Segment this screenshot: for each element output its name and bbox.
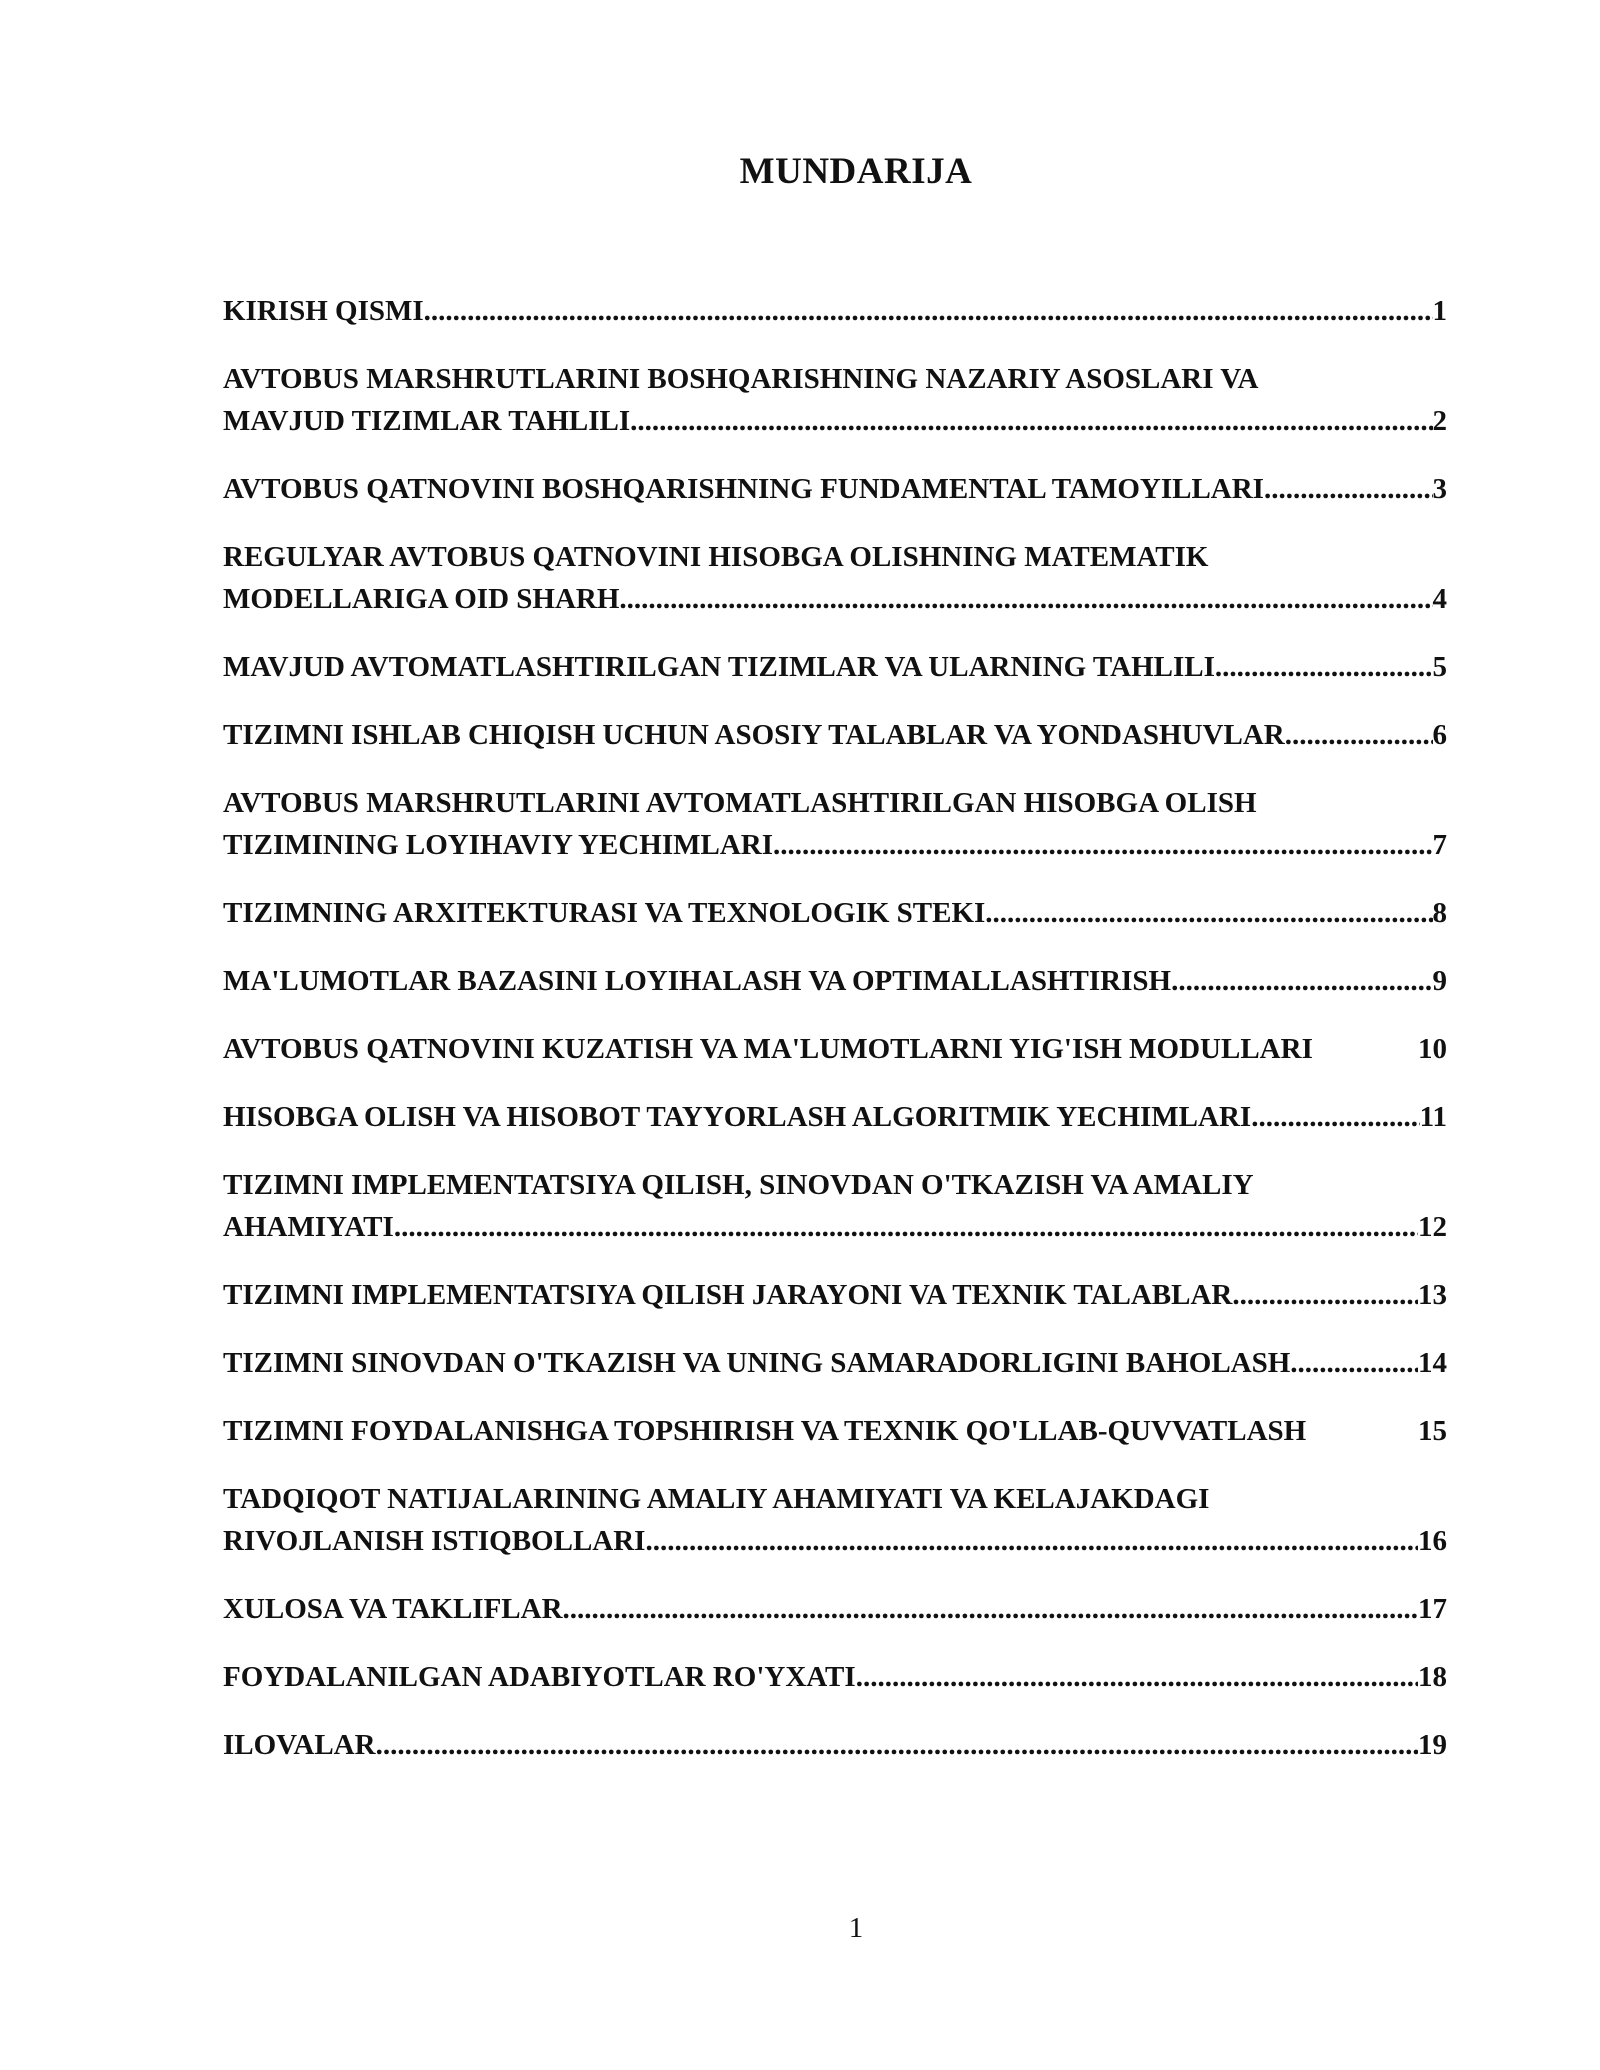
toc-entry-page-number: 7 (1432, 829, 1447, 861)
toc-entry[interactable] (223, 1410, 1447, 1452)
toc-entry-line (223, 646, 1447, 688)
toc-entry-title-line1: TADQIQOT NATIJALARINING AMALIY AHAMIYATI VA KELAJAKDAGI (223, 1483, 1210, 1515)
dot-leader (1264, 468, 1433, 510)
toc-entry-page-number: 14 (1418, 1347, 1447, 1379)
toc-entry-line (223, 1206, 1447, 1248)
dot-leader (773, 824, 1432, 866)
toc-entry-line (223, 1342, 1447, 1384)
toc-entry[interactable] (223, 1588, 1447, 1630)
toc-entry[interactable] (223, 536, 1447, 620)
toc-entry-title: TIZIMINING LOYIHAVIY YECHIMLARI (223, 829, 774, 861)
toc-entry-title: AVTOBUS QATNOVINI BOSHQARISHNING FUNDAMENTAL TAMOYILLARI (223, 473, 1264, 505)
toc-entry[interactable] (223, 714, 1447, 756)
toc-entry-line (223, 1724, 1447, 1766)
toc-entry-page-number: 12 (1418, 1211, 1447, 1243)
toc-entry-line (223, 1096, 1447, 1138)
toc-entry-title: MAVJUD AVTOMATLASHTIRILGAN TIZIMLAR VA ULARNING TAHLILI (223, 651, 1215, 683)
toc-entry-title: TIZIMNI SINOVDAN O'TKAZISH VA UNING SAMARADORLIGINI BAHOLASH (223, 1347, 1291, 1379)
toc-entry[interactable] (223, 1478, 1447, 1562)
toc-entry[interactable] (223, 290, 1447, 332)
toc-entry[interactable] (223, 782, 1447, 866)
toc-entry-page-number: 19 (1418, 1729, 1447, 1761)
dot-leader (563, 1588, 1418, 1630)
toc-entry-line (223, 960, 1447, 1002)
toc-entry-page-number: 10 (1418, 1033, 1447, 1065)
toc-entry-line (223, 290, 1447, 332)
toc-entry-line (223, 1588, 1447, 1630)
toc-entry-line (223, 1410, 1447, 1452)
toc-entry-title-line1: REGULYAR AVTOBUS QATNOVINI HISOBGA OLISHNING MATEMATIK (223, 541, 1209, 573)
page-title: MUNDARIJA (739, 151, 973, 192)
dot-leader (1285, 714, 1433, 756)
toc-entry-page-number: 13 (1418, 1279, 1447, 1311)
toc-entry-page-number: 2 (1432, 405, 1447, 437)
toc-entry[interactable] (223, 1342, 1447, 1384)
toc-entry-title: TIZIMNING ARXITEKTURASI VA TEXNOLOGIK STEKI (223, 897, 986, 929)
toc-entry-title: AVTOBUS QATNOVINI KUZATISH VA MA'LUMOTLARNI YIG'ISH MODULLARI (223, 1033, 1313, 1065)
toc-entry[interactable] (223, 960, 1447, 1002)
toc-entry-page-number: 11 (1419, 1101, 1447, 1133)
toc-entry-title: TIZIMNI ISHLAB CHIQISH UCHUN ASOSIY TALABLAR VA YONDASHUVLAR (223, 719, 1285, 751)
table-of-contents (223, 290, 1447, 1792)
dot-leader (630, 400, 1432, 442)
toc-entry-title: XULOSA VA TAKLIFLAR (223, 1593, 563, 1625)
dot-leader (645, 1520, 1418, 1562)
toc-entry-line (223, 578, 1447, 620)
toc-entry-line (223, 1028, 1447, 1070)
toc-entry-title-line1: AVTOBUS MARSHRUTLARINI BOSHQARISHNING NAZARIY ASOSLARI VA (223, 363, 1259, 395)
toc-entry[interactable] (223, 1656, 1447, 1698)
toc-entry-title: MODELLARIGA OID SHARH (223, 583, 620, 615)
toc-entry[interactable] (223, 1164, 1447, 1248)
toc-entry-line (223, 892, 1447, 934)
toc-entry[interactable] (223, 1274, 1447, 1316)
toc-entry-page-number: 18 (1418, 1661, 1447, 1693)
toc-entry-title: FOYDALANILGAN ADABIYOTLAR RO'YXATI (223, 1661, 856, 1693)
toc-entry-line (223, 1274, 1447, 1316)
dot-leader (1290, 1342, 1418, 1384)
toc-entry[interactable] (223, 468, 1447, 510)
toc-entry-line (223, 468, 1447, 510)
toc-entry-title: HISOBGA OLISH VA HISOBOT TAYYORLASH ALGORITMIK YECHIMLARI (223, 1101, 1252, 1133)
dot-leader (856, 1656, 1418, 1698)
toc-entry-line (223, 824, 1447, 866)
toc-entry-page-number: 9 (1432, 965, 1447, 997)
dot-leader (424, 290, 1433, 332)
toc-entry-title: TIZIMNI IMPLEMENTATSIYA QILISH JARAYONI VA TEXNIK TALABLAR (223, 1279, 1233, 1311)
toc-entry-line (223, 1656, 1447, 1698)
toc-entry-line (223, 714, 1447, 756)
toc-entry[interactable] (223, 646, 1447, 688)
toc-entry-page-number: 5 (1432, 651, 1447, 683)
toc-entry-page-number: 8 (1432, 897, 1447, 929)
toc-entry[interactable] (223, 1724, 1447, 1766)
toc-entry[interactable] (223, 1028, 1447, 1070)
toc-entry-line (223, 1520, 1447, 1562)
toc-entry-title: TIZIMNI FOYDALANISHGA TOPSHIRISH VA TEXNIK QO'LLAB-QUVVATLASH (223, 1415, 1307, 1447)
toc-entry-title: ILOVALAR (223, 1729, 376, 1761)
toc-entry-title: RIVOJLANISH ISTIQBOLLARI (223, 1525, 646, 1557)
toc-entry-page-number: 16 (1418, 1525, 1447, 1557)
toc-entry-line (223, 400, 1447, 442)
toc-entry-title: MAVJUD TIZIMLAR TAHLILI (223, 405, 631, 437)
dot-leader (1232, 1274, 1418, 1316)
dot-leader (985, 892, 1432, 934)
toc-entry-page-number: 15 (1418, 1415, 1447, 1447)
toc-entry[interactable] (223, 892, 1447, 934)
toc-entry-page-number: 17 (1418, 1593, 1447, 1625)
dot-leader (1171, 960, 1432, 1002)
toc-entry[interactable] (223, 1096, 1447, 1138)
toc-entry-title: AHAMIYATI (223, 1211, 394, 1243)
toc-entry-title: MA'LUMOTLAR BAZASINI LOYIHALASH VA OPTIMALLASHTIRISH (223, 965, 1172, 997)
dot-leader (1215, 646, 1433, 688)
toc-entry-title-line1: TIZIMNI IMPLEMENTATSIYA QILISH, SINOVDAN O'TKAZISH VA AMALIY (223, 1169, 1254, 1201)
dot-leader (619, 578, 1432, 620)
dot-leader (376, 1724, 1418, 1766)
toc-entry-page-number: 6 (1432, 719, 1447, 751)
toc-entry-page-number: 3 (1432, 473, 1447, 505)
toc-entry-page-number: 1 (1432, 295, 1447, 327)
dot-leader (394, 1206, 1418, 1248)
dot-leader (1251, 1096, 1419, 1138)
footer-page-number: 1 (848, 1912, 864, 1944)
toc-entry[interactable] (223, 358, 1447, 442)
toc-entry-title-line1: AVTOBUS MARSHRUTLARINI AVTOMATLASHTIRILGAN HISOBGA OLISH (223, 787, 1257, 819)
toc-entry-page-number: 4 (1432, 583, 1447, 615)
toc-entry-title: KIRISH QISMI (223, 295, 424, 327)
